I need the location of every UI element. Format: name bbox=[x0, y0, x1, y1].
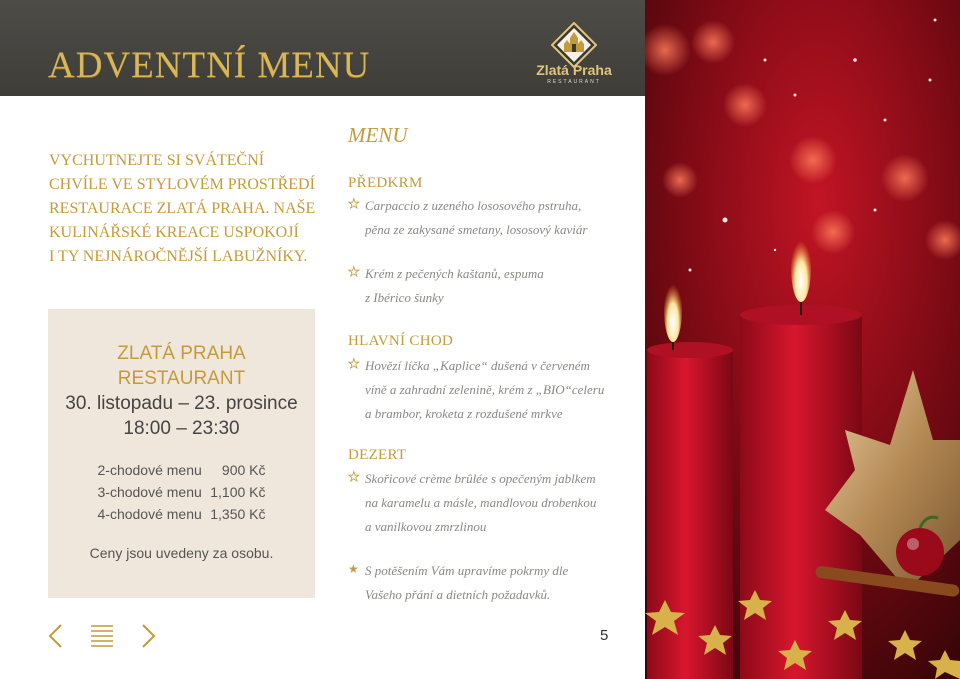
intro-text bbox=[49, 149, 329, 269]
intro-line: KULINÁŘSKÉ KREACE USPOKOJÍ bbox=[49, 224, 299, 241]
candles-illustration bbox=[645, 0, 960, 679]
intro-line: RESTAURACE ZLATÁ PRAHA. NAŠE bbox=[49, 200, 316, 217]
price-note: Ceny jsou uvedeny za osobu. bbox=[89, 545, 274, 561]
intro-line: CHVÍLE VE STYLOVÉM PROSTŘEDÍ bbox=[49, 176, 315, 193]
dish-line: Carpaccio z uzeného lososového pstruha, bbox=[365, 198, 582, 213]
price-value: 1,100 Kč bbox=[210, 484, 266, 500]
price-value: 900 Kč bbox=[221, 462, 266, 478]
menu-title: MENU bbox=[348, 123, 408, 147]
info-box bbox=[48, 309, 315, 598]
dish-line: na karamelu a másle, mandlovou drobenkou bbox=[365, 495, 597, 510]
dish-line: a brambor, kroketa z rozdušené mrkve bbox=[365, 406, 563, 421]
star-icon: ★ bbox=[348, 356, 360, 371]
star-icon: ★ bbox=[348, 469, 360, 484]
price-label: 3-chodové menu bbox=[97, 484, 202, 500]
restaurant-name-line1: ZLATÁ PRAHA bbox=[117, 343, 246, 364]
christmas-candles-photo bbox=[645, 0, 960, 679]
price-value: 1,350 Kč bbox=[210, 506, 266, 522]
header-band bbox=[0, 0, 645, 96]
star-icon: ★ bbox=[348, 264, 360, 279]
section-title-main: HLAVNÍ CHOD bbox=[348, 333, 454, 349]
chevron-left-icon[interactable] bbox=[44, 623, 70, 649]
menu-dish bbox=[348, 194, 638, 242]
list-icon[interactable] bbox=[89, 623, 115, 649]
price-row bbox=[48, 484, 315, 500]
menu-dish bbox=[348, 262, 638, 310]
menu-dish bbox=[348, 467, 638, 539]
closing-note bbox=[348, 559, 638, 607]
restaurant-name-line2: RESTAURANT bbox=[117, 368, 246, 389]
dish-line: a vanilkovou zmrzlinou bbox=[365, 519, 487, 534]
dish-line: S potěšením Vám upravíme pokrmy dle bbox=[365, 563, 569, 578]
dish-line: Krém z pečených kaštanů, espuma bbox=[365, 266, 544, 281]
price-label: 2-chodové menu bbox=[97, 462, 202, 478]
page-title: ADVENTNÍ MENU bbox=[48, 45, 371, 86]
section-title-starter: PŘEDKRM bbox=[348, 175, 423, 191]
logo-subtitle: RESTAURANT bbox=[547, 79, 601, 85]
dish-line: Skořicové crème brûlée s opečeným jablkem bbox=[365, 471, 596, 486]
page-number: 5 bbox=[600, 627, 609, 644]
star-icon: ★ bbox=[348, 196, 360, 211]
dish-line: pěna ze zakysané smetany, lososový kaviár bbox=[365, 222, 588, 237]
price-row bbox=[48, 462, 315, 478]
menu-dish bbox=[348, 354, 638, 426]
price-row bbox=[48, 506, 315, 522]
dish-line: Hovězí líčka „Kaplice“ dušená v červeném bbox=[365, 358, 590, 373]
dish-line: Vašeho přání a dietních požadavků. bbox=[365, 587, 551, 602]
dish-line: z Ibérico šunky bbox=[365, 290, 444, 305]
chevron-right-icon[interactable] bbox=[134, 623, 160, 649]
dish-line: víně a zahradní zelenině, krém z „BIO“celeru bbox=[365, 382, 605, 397]
restaurant-logo bbox=[531, 22, 617, 86]
price-label: 4-chodové menu bbox=[97, 506, 202, 522]
date-range: 30. listopadu – 23. prosince bbox=[65, 393, 298, 414]
logo-name: Zlatá Praha bbox=[536, 62, 612, 78]
intro-line: VYCHUTNEJTE SI SVÁTEČNÍ bbox=[49, 152, 265, 169]
intro-line: I TY NEJNÁROČNĚJŠÍ LABUŽNÍKY. bbox=[49, 248, 308, 265]
opening-hours: 18:00 – 23:30 bbox=[123, 418, 240, 439]
section-title-dessert: DEZERT bbox=[348, 447, 407, 463]
star-icon: ★ bbox=[348, 562, 359, 576]
